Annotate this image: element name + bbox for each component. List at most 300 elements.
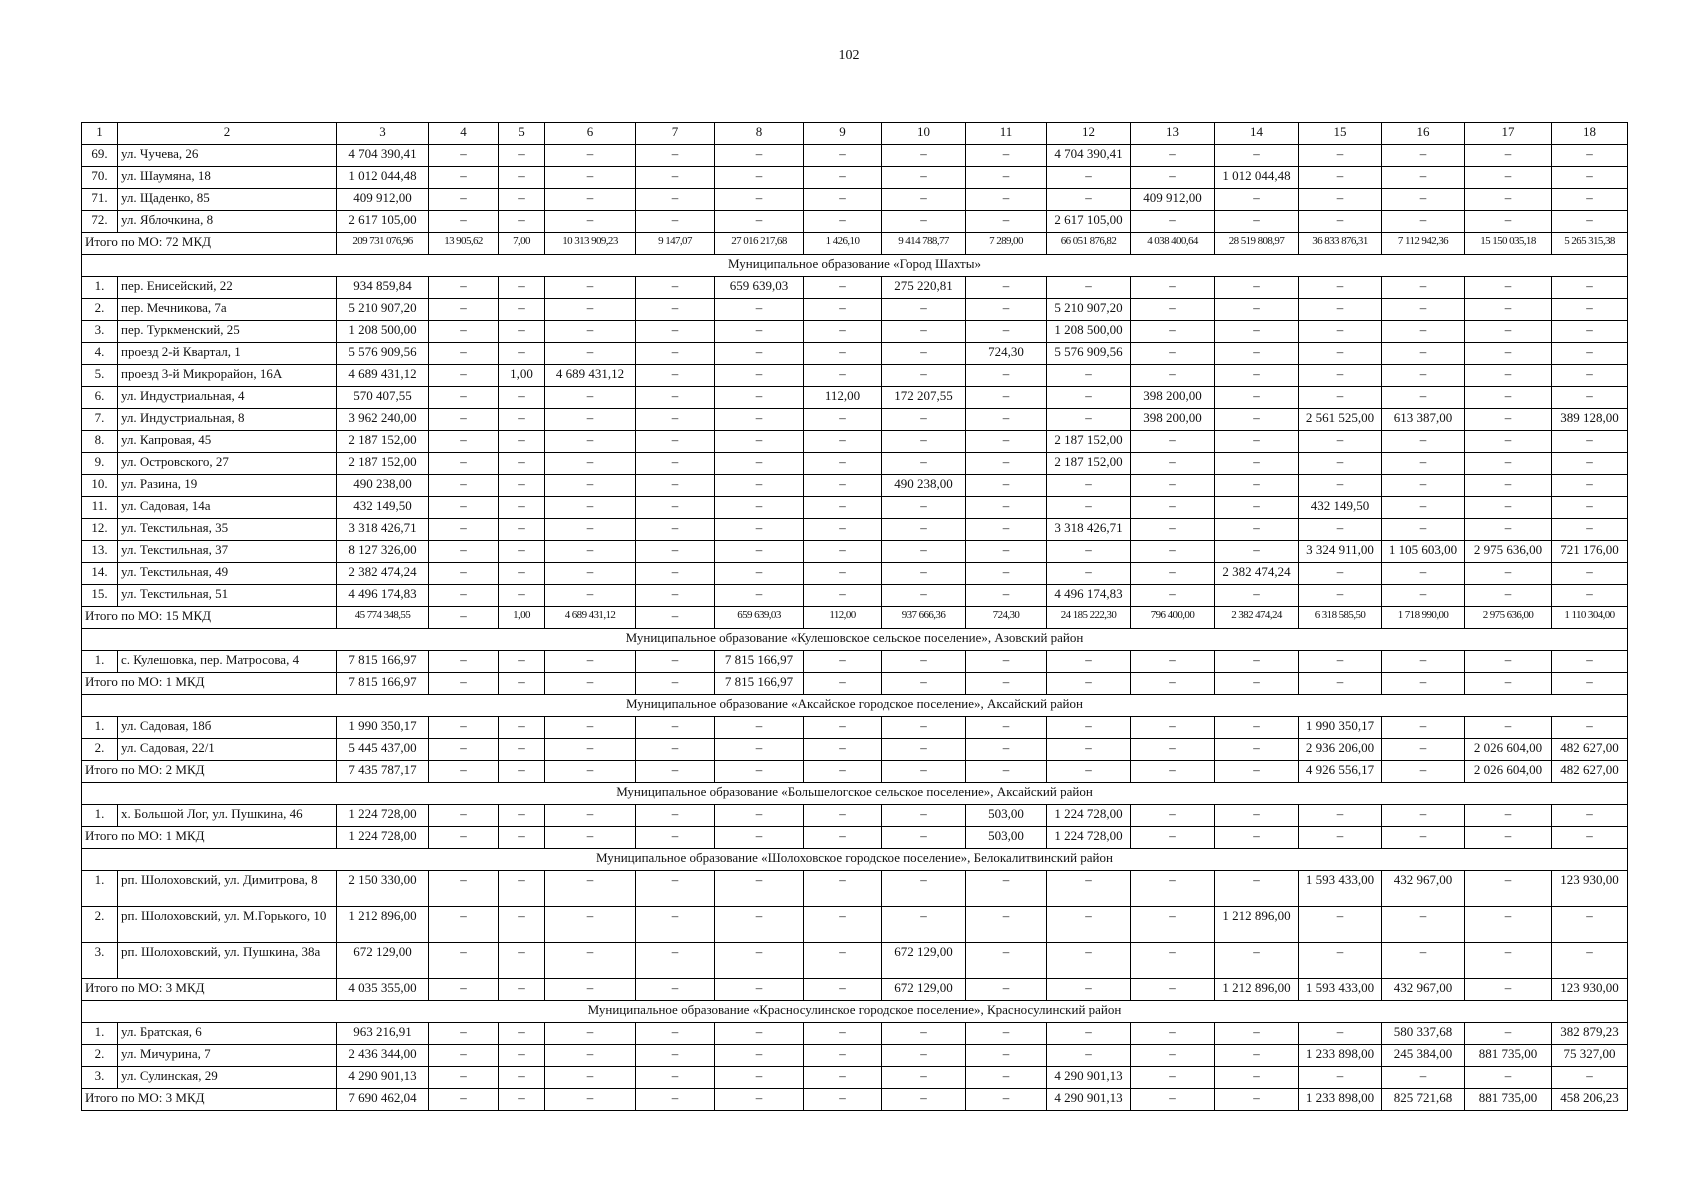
table-row [82, 343, 1628, 365]
value-cell: 2 187 152,00 [1047, 453, 1131, 475]
value-cell: – [1382, 453, 1465, 475]
total-cell: – [636, 673, 715, 695]
total-cell: 24 185 222,30 [1047, 607, 1131, 629]
value-cell: 1 990 350,17 [337, 717, 429, 739]
value-cell: – [636, 211, 715, 233]
value-cell: – [1047, 387, 1131, 409]
value-cell: – [1047, 541, 1131, 563]
value-cell: 5 210 907,20 [337, 299, 429, 321]
value-cell: – [966, 907, 1047, 943]
page-number: 102 [838, 48, 860, 63]
value-cell: – [1047, 189, 1131, 211]
total-cell: 13 905,62 [429, 233, 499, 255]
value-cell: – [1215, 739, 1299, 761]
value-cell: – [1552, 1067, 1628, 1089]
value-cell: – [1047, 943, 1131, 979]
total-cell: – [636, 1089, 715, 1111]
value-cell: – [1299, 453, 1382, 475]
value-cell: 5 576 909,56 [1047, 343, 1131, 365]
value-cell: – [499, 805, 545, 827]
value-cell: – [1131, 805, 1215, 827]
total-cell: 1 426,10 [804, 233, 882, 255]
value-cell: 2 936 206,00 [1299, 739, 1382, 761]
value-cell: – [804, 1045, 882, 1067]
value-cell: – [499, 343, 545, 365]
value-cell: – [715, 321, 804, 343]
value-cell: – [545, 717, 636, 739]
value-cell: – [499, 943, 545, 979]
total-cell: 5 265 315,38 [1552, 233, 1628, 255]
table-row [82, 805, 1628, 827]
value-cell: 963 216,91 [337, 1023, 429, 1045]
row-number: 1. [82, 805, 118, 827]
total-cell: – [545, 761, 636, 783]
value-cell: – [966, 497, 1047, 519]
row-number: 15. [82, 585, 118, 607]
value-cell: 934 859,84 [337, 277, 429, 299]
total-cell: 6 318 585,50 [1299, 607, 1382, 629]
value-cell: – [545, 431, 636, 453]
value-cell: – [636, 717, 715, 739]
value-cell: – [499, 1067, 545, 1089]
value-cell: – [966, 563, 1047, 585]
value-cell: – [429, 277, 499, 299]
row-number: 70. [82, 167, 118, 189]
total-cell: 9 147,07 [636, 233, 715, 255]
value-cell: – [636, 739, 715, 761]
value-cell: – [804, 409, 882, 431]
value-cell: – [1131, 321, 1215, 343]
value-cell: – [804, 541, 882, 563]
value-cell: – [804, 943, 882, 979]
value-cell: 1 224 728,00 [337, 805, 429, 827]
value-cell: – [966, 1023, 1047, 1045]
total-cell: – [804, 979, 882, 1001]
value-cell: – [882, 409, 966, 431]
value-cell: 1 105 603,00 [1382, 541, 1465, 563]
total-cell: 1,00 [499, 607, 545, 629]
total-cell: 482 627,00 [1552, 761, 1628, 783]
value-cell: 4 689 431,12 [337, 365, 429, 387]
total-cell: 27 016 217,68 [715, 233, 804, 255]
table-row [82, 1045, 1628, 1067]
value-cell: – [966, 321, 1047, 343]
value-cell: – [1552, 519, 1628, 541]
value-cell: – [1382, 321, 1465, 343]
value-cell: – [1299, 943, 1382, 979]
value-cell: – [1465, 563, 1552, 585]
total-cell: – [1215, 1089, 1299, 1111]
value-cell: – [804, 343, 882, 365]
value-cell: – [636, 871, 715, 907]
value-cell: – [545, 475, 636, 497]
table-row [82, 431, 1628, 453]
total-cell: – [429, 979, 499, 1001]
total-cell: – [1552, 827, 1628, 849]
value-cell: 482 627,00 [1552, 739, 1628, 761]
value-cell: – [715, 299, 804, 321]
value-cell: – [1552, 145, 1628, 167]
value-cell: 7 815 166,97 [337, 651, 429, 673]
value-cell: – [882, 651, 966, 673]
value-cell: – [882, 563, 966, 585]
value-cell: – [966, 1067, 1047, 1089]
total-row [82, 1089, 1628, 1111]
value-cell: 4 496 174,83 [1047, 585, 1131, 607]
total-cell: – [1047, 979, 1131, 1001]
address-cell: ул. Текстильная, 37 [118, 541, 337, 563]
value-cell: – [429, 1023, 499, 1045]
value-cell: – [1047, 475, 1131, 497]
value-cell: 1 012 044,48 [1215, 167, 1299, 189]
value-cell: – [966, 651, 1047, 673]
value-cell: 2 617 105,00 [337, 211, 429, 233]
value-cell: – [636, 189, 715, 211]
value-cell: – [636, 365, 715, 387]
total-cell: 4 038 400,64 [1131, 233, 1215, 255]
total-cell: 4 689 431,12 [545, 607, 636, 629]
value-cell: – [1215, 409, 1299, 431]
value-cell: – [1382, 387, 1465, 409]
value-cell: – [1382, 519, 1465, 541]
value-cell: – [545, 343, 636, 365]
column-number: 16 [1382, 123, 1465, 145]
value-cell: – [715, 453, 804, 475]
value-cell: – [882, 1067, 966, 1089]
value-cell: – [1299, 299, 1382, 321]
total-cell: 4 926 556,17 [1299, 761, 1382, 783]
value-cell: 2 436 344,00 [337, 1045, 429, 1067]
value-cell: – [1382, 563, 1465, 585]
address-cell: ул. Текстильная, 49 [118, 563, 337, 585]
value-cell: – [966, 189, 1047, 211]
value-cell: – [715, 717, 804, 739]
value-cell: 275 220,81 [882, 277, 966, 299]
value-cell: – [715, 943, 804, 979]
column-number: 10 [882, 123, 966, 145]
total-cell: – [966, 761, 1047, 783]
value-cell: – [636, 1045, 715, 1067]
row-number: 2. [82, 299, 118, 321]
value-cell: – [1382, 805, 1465, 827]
total-row [82, 761, 1628, 783]
value-cell: – [636, 519, 715, 541]
value-cell: – [1552, 651, 1628, 673]
value-cell: – [429, 1045, 499, 1067]
value-cell: – [1131, 907, 1215, 943]
section-title-row [82, 255, 1628, 277]
row-number: 13. [82, 541, 118, 563]
value-cell: – [882, 145, 966, 167]
total-cell: 724,30 [966, 607, 1047, 629]
value-cell: – [429, 1067, 499, 1089]
value-cell: – [966, 299, 1047, 321]
total-cell: 1 212 896,00 [1215, 979, 1299, 1001]
value-cell: 724,30 [966, 343, 1047, 365]
value-cell: 382 879,23 [1552, 1023, 1628, 1045]
value-cell: – [636, 475, 715, 497]
value-cell: – [1382, 277, 1465, 299]
total-cell: – [966, 673, 1047, 695]
value-cell: 1 593 433,00 [1299, 871, 1382, 907]
value-cell: 2 382 474,24 [1215, 563, 1299, 585]
value-cell: – [1215, 541, 1299, 563]
value-cell: – [715, 211, 804, 233]
address-cell: рп. Шолоховский, ул. Димитрова, 8 [118, 871, 337, 907]
total-cell: 2 026 604,00 [1465, 761, 1552, 783]
total-cell: – [1215, 827, 1299, 849]
total-cell: 2 382 474,24 [1215, 607, 1299, 629]
value-cell: – [1552, 365, 1628, 387]
table-row [82, 167, 1628, 189]
total-cell: 672 129,00 [882, 979, 966, 1001]
column-number-row [82, 123, 1628, 145]
value-cell: – [429, 717, 499, 739]
column-number: 14 [1215, 123, 1299, 145]
value-cell: – [545, 943, 636, 979]
value-cell: – [804, 739, 882, 761]
total-label: Итого по МО: 3 МКД [82, 1089, 337, 1111]
value-cell: – [804, 651, 882, 673]
value-cell: 672 129,00 [337, 943, 429, 979]
value-cell: – [1131, 1045, 1215, 1067]
value-cell: – [882, 189, 966, 211]
value-cell: – [804, 321, 882, 343]
total-cell: 45 774 348,55 [337, 607, 429, 629]
value-cell: – [1215, 431, 1299, 453]
value-cell: – [545, 497, 636, 519]
value-cell: – [1299, 431, 1382, 453]
value-cell: – [1465, 497, 1552, 519]
row-number: 9. [82, 453, 118, 475]
value-cell: – [429, 907, 499, 943]
value-cell: – [1382, 739, 1465, 761]
value-cell: 1 212 896,00 [1215, 907, 1299, 943]
value-cell: – [499, 431, 545, 453]
value-cell: – [1299, 805, 1382, 827]
column-number: 3 [337, 123, 429, 145]
value-cell: – [1215, 387, 1299, 409]
value-cell: 4 290 901,13 [1047, 1067, 1131, 1089]
value-cell: – [1215, 189, 1299, 211]
total-cell: – [882, 1089, 966, 1111]
value-cell: 432 967,00 [1382, 871, 1465, 907]
address-cell: ул. Капровая, 45 [118, 431, 337, 453]
value-cell: – [804, 717, 882, 739]
table-row [82, 585, 1628, 607]
value-cell: – [429, 299, 499, 321]
row-number: 7. [82, 409, 118, 431]
column-number: 13 [1131, 123, 1215, 145]
value-cell: – [966, 871, 1047, 907]
section-title: Муниципальное образование «Шолоховское городское поселение», Белокалитвинский район [82, 849, 1628, 871]
value-cell: – [1299, 145, 1382, 167]
value-cell: – [545, 145, 636, 167]
value-cell: – [1131, 651, 1215, 673]
value-cell: 1,00 [499, 365, 545, 387]
column-number: 15 [1299, 123, 1382, 145]
value-cell: – [966, 167, 1047, 189]
value-cell: – [429, 211, 499, 233]
value-cell: – [966, 431, 1047, 453]
value-cell: – [429, 497, 499, 519]
value-cell: – [966, 1045, 1047, 1067]
value-cell: – [1215, 321, 1299, 343]
value-cell: – [966, 409, 1047, 431]
column-number: 17 [1465, 123, 1552, 145]
value-cell: – [715, 431, 804, 453]
total-row [82, 979, 1628, 1001]
row-number: 1. [82, 1023, 118, 1045]
row-number: 72. [82, 211, 118, 233]
value-cell: – [1552, 497, 1628, 519]
value-cell: – [715, 1023, 804, 1045]
value-cell: – [882, 519, 966, 541]
value-cell: – [1299, 475, 1382, 497]
row-number: 71. [82, 189, 118, 211]
total-row [82, 673, 1628, 695]
value-cell: 2 975 636,00 [1465, 541, 1552, 563]
value-cell: – [1047, 1045, 1131, 1067]
value-cell: – [545, 1067, 636, 1089]
value-cell: – [1215, 343, 1299, 365]
value-cell: – [804, 475, 882, 497]
value-cell: – [1382, 189, 1465, 211]
value-cell: – [1047, 365, 1131, 387]
value-cell: – [882, 1045, 966, 1067]
value-cell: – [1299, 907, 1382, 943]
value-cell: – [804, 453, 882, 475]
value-cell: – [545, 519, 636, 541]
value-cell: – [966, 519, 1047, 541]
value-cell: – [429, 519, 499, 541]
total-cell: 1 718 990,00 [1382, 607, 1465, 629]
value-cell: – [882, 739, 966, 761]
row-number: 12. [82, 519, 118, 541]
table-row [82, 277, 1628, 299]
value-cell: – [499, 299, 545, 321]
value-cell: – [804, 145, 882, 167]
value-cell: 4 689 431,12 [545, 365, 636, 387]
value-cell: – [1131, 563, 1215, 585]
value-cell: – [1465, 871, 1552, 907]
address-cell: ул. Яблочкина, 8 [118, 211, 337, 233]
value-cell: – [1382, 497, 1465, 519]
value-cell: – [429, 167, 499, 189]
total-cell: – [636, 761, 715, 783]
value-cell: 672 129,00 [882, 943, 966, 979]
row-number: 1. [82, 871, 118, 907]
total-cell: – [1552, 673, 1628, 695]
value-cell: – [1552, 189, 1628, 211]
total-cell: – [882, 673, 966, 695]
total-label: Итого по МО: 72 МКД [82, 233, 337, 255]
value-cell: 1 208 500,00 [1047, 321, 1131, 343]
value-cell: – [429, 805, 499, 827]
section-title: Муниципальное образование «Аксайское городское поселение», Аксайский район [82, 695, 1628, 717]
value-cell: 3 318 426,71 [1047, 519, 1131, 541]
total-cell: 825 721,68 [1382, 1089, 1465, 1111]
value-cell: – [1382, 167, 1465, 189]
value-cell: 490 238,00 [337, 475, 429, 497]
value-cell: – [545, 871, 636, 907]
value-cell: – [966, 145, 1047, 167]
value-cell: 172 207,55 [882, 387, 966, 409]
value-cell: – [1047, 871, 1131, 907]
total-cell: 7 289,00 [966, 233, 1047, 255]
value-cell: – [499, 717, 545, 739]
value-cell: 7 815 166,97 [715, 651, 804, 673]
address-cell: ул. Садовая, 22/1 [118, 739, 337, 761]
value-cell: 389 128,00 [1552, 409, 1628, 431]
value-cell: – [1131, 1067, 1215, 1089]
value-cell: 659 639,03 [715, 277, 804, 299]
value-cell: – [636, 805, 715, 827]
address-cell: проезд 2-й Квартал, 1 [118, 343, 337, 365]
value-cell: – [545, 1023, 636, 1045]
table-row [82, 211, 1628, 233]
row-number: 1. [82, 651, 118, 673]
address-cell: ул. Индустриальная, 4 [118, 387, 337, 409]
row-number: 5. [82, 365, 118, 387]
value-cell: – [882, 299, 966, 321]
value-cell: – [1465, 1023, 1552, 1045]
value-cell: – [429, 387, 499, 409]
value-cell: – [1215, 585, 1299, 607]
total-cell: – [882, 827, 966, 849]
value-cell: – [1382, 943, 1465, 979]
value-cell: – [1382, 343, 1465, 365]
value-cell: 2 026 604,00 [1465, 739, 1552, 761]
value-cell: – [1552, 343, 1628, 365]
value-cell: – [1465, 805, 1552, 827]
value-cell: – [499, 321, 545, 343]
total-cell: – [966, 1089, 1047, 1111]
value-cell: – [545, 453, 636, 475]
total-cell: – [1465, 827, 1552, 849]
value-cell: – [1215, 1067, 1299, 1089]
value-cell: – [804, 431, 882, 453]
total-cell: 881 735,00 [1465, 1089, 1552, 1111]
total-cell: 432 967,00 [1382, 979, 1465, 1001]
value-cell: – [715, 871, 804, 907]
total-cell: 10 313 909,23 [545, 233, 636, 255]
value-cell: – [545, 387, 636, 409]
table-row [82, 739, 1628, 761]
value-cell: – [545, 321, 636, 343]
total-cell: – [715, 827, 804, 849]
value-cell: – [1382, 211, 1465, 233]
value-cell: – [804, 299, 882, 321]
value-cell: – [1465, 189, 1552, 211]
address-cell: ул. Индустриальная, 8 [118, 409, 337, 431]
value-cell: – [545, 541, 636, 563]
column-number: 4 [429, 123, 499, 145]
value-cell: – [1465, 453, 1552, 475]
value-cell: – [429, 475, 499, 497]
value-cell: – [1382, 717, 1465, 739]
value-cell: – [429, 409, 499, 431]
budget-table [81, 122, 1628, 1111]
value-cell: 432 149,50 [1299, 497, 1382, 519]
value-cell: 721 176,00 [1552, 541, 1628, 563]
value-cell: – [636, 1067, 715, 1089]
value-cell: – [1215, 475, 1299, 497]
total-label: Итого по МО: 1 МКД [82, 827, 337, 849]
value-cell: – [804, 871, 882, 907]
value-cell: – [715, 409, 804, 431]
value-cell: 4 704 390,41 [1047, 145, 1131, 167]
